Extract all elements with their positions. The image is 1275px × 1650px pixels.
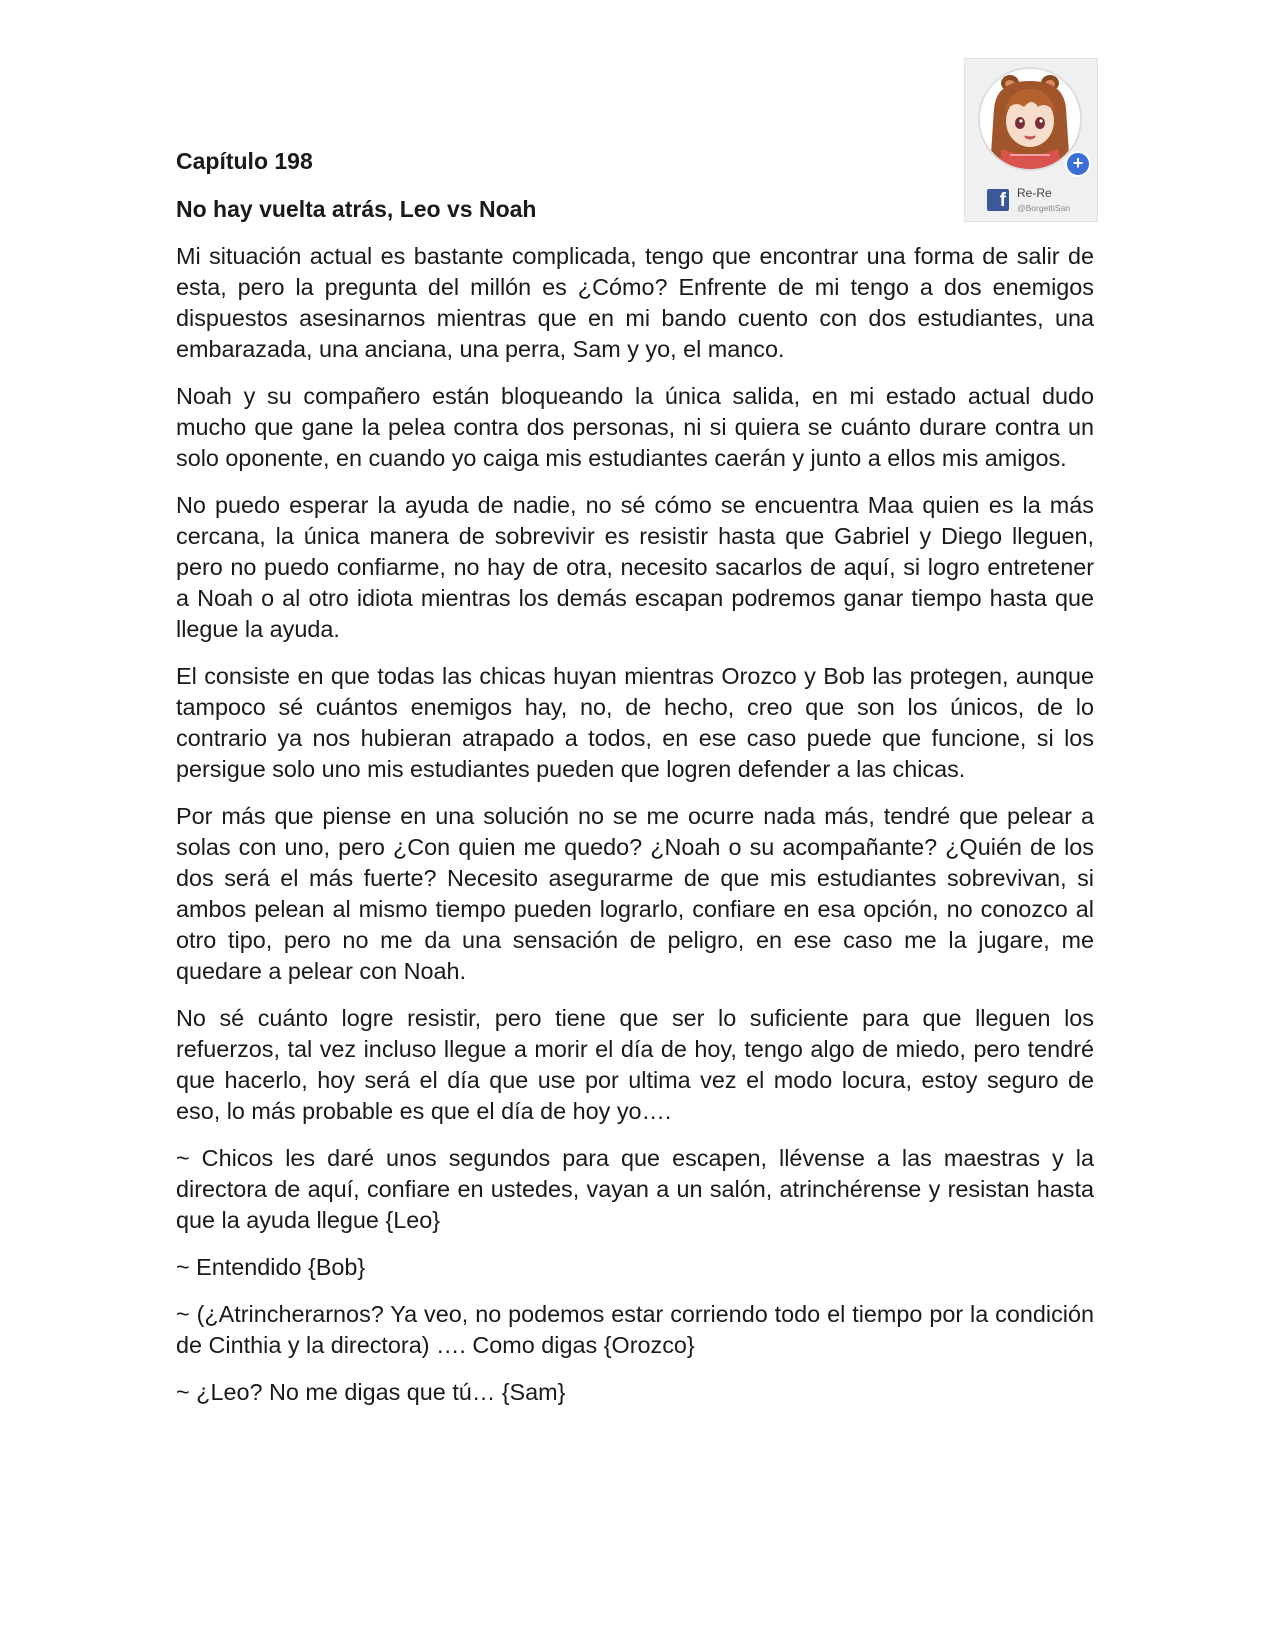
paragraph: Mi situación actual es bastante complicada, tengo que encontrar una forma de salir de esta, pero la pregunta del millón es ¿Cómo? Enfrente de mi tengo a dos enemigos dispuestos asesinarnos mientras que en mi bando cuento con dos estudiantes, una embarazada, una anciana, una perra, Sam y yo, el manco.	[176, 243, 1094, 362]
chapter-title: Capítulo 198	[176, 148, 313, 174]
dialogue-line: ~ ¿Leo? No me digas que tú… {Sam}	[176, 1379, 566, 1405]
paragraph: Noah y su compañero están bloqueando la única salida, en mi estado actual dudo mucho que gane la pelea contra dos personas, ni si quiera se cuánto durare contra un solo oponente, en cuando yo caiga mis estudiantes caerán y junto a ellos mis amigos.	[176, 383, 1094, 471]
anime-girl-avatar-icon	[980, 69, 1080, 169]
paragraph: Por más que piense en una solución no se me ocurre nada más, tendré que pelear a solas con uno, pero ¿Con quien me quedo? ¿Noah o su acompañante? ¿Quién de los dos será el más fuerte? Necesito asegurarme de que mis estudiantes sobrevivan, si ambos pelean al mismo tiempo pueden lograrlo, confiare en esa opción, no conozco al otro tipo, pero no me da una sensación de peligro, en ese caso me la jugare, me quedare a pelear con Noah.	[176, 803, 1094, 984]
avatar	[978, 67, 1082, 171]
paragraph: No puedo esperar la ayuda de nadie, no sé cómo se encuentra Maa quien es la más cercana, la única manera de sobrevivir es resistir hasta que Gabriel y Diego lleguen, pero no puedo confiarme, no hay de otra, necesito sacarlos de aquí, si logro entretener a Noah o al otro idiota mientras los demás escapan podremos ganar tiempo hasta que llegue la ayuda.	[176, 492, 1094, 642]
profile-name: Re-Re	[1017, 186, 1052, 200]
dialogue-line: ~ (¿Atrincherarnos? Ya veo, no podemos estar corriendo todo el tiempo por la condición de Cinthia y la directora) …. Como digas {Orozco}	[176, 1301, 1094, 1358]
paragraph: No sé cuánto logre resistir, pero tiene que ser lo suficiente para que lleguen los refuerzos, tal vez incluso llegue a morir el día de hoy, tengo algo de miedo, pero tendré que hacerlo, hoy será el día que use por ultima vez el modo locura, estoy seguro de eso, lo más probable es que el día de hoy yo….	[176, 1005, 1094, 1124]
profile-handle: @BorgettiSan	[1017, 203, 1071, 213]
facebook-icon: f	[987, 189, 1009, 211]
chapter-subtitle: No hay vuelta atrás, Leo vs Noah	[176, 196, 537, 222]
profile-badge[interactable]	[964, 58, 1098, 222]
body-text	[176, 241, 1094, 1424]
dialogue-line: ~ Entendido {Bob}	[176, 1254, 366, 1280]
dialogue-line: ~ Chicos les daré unos segundos para que escapen, llévense a las maestras y la directora de aquí, confiare en ustedes, vayan a un salón, atrinchérense y resistan hasta que la ayuda llegue {Leo}	[176, 1145, 1094, 1233]
paragraph: El consiste en que todas las chicas huyan mientras Orozco y Bob las protegen, aunque tampoco sé cuántos enemigos hay, no, de hecho, creo que son los únicos, de lo contrario ya nos hubieran atrapado a todos, en ese caso puede que funcione, si los persigue solo uno mis estudiantes pueden que logren defender a las chicas.	[176, 663, 1094, 782]
follow-plus-icon[interactable]: +	[1065, 151, 1091, 177]
